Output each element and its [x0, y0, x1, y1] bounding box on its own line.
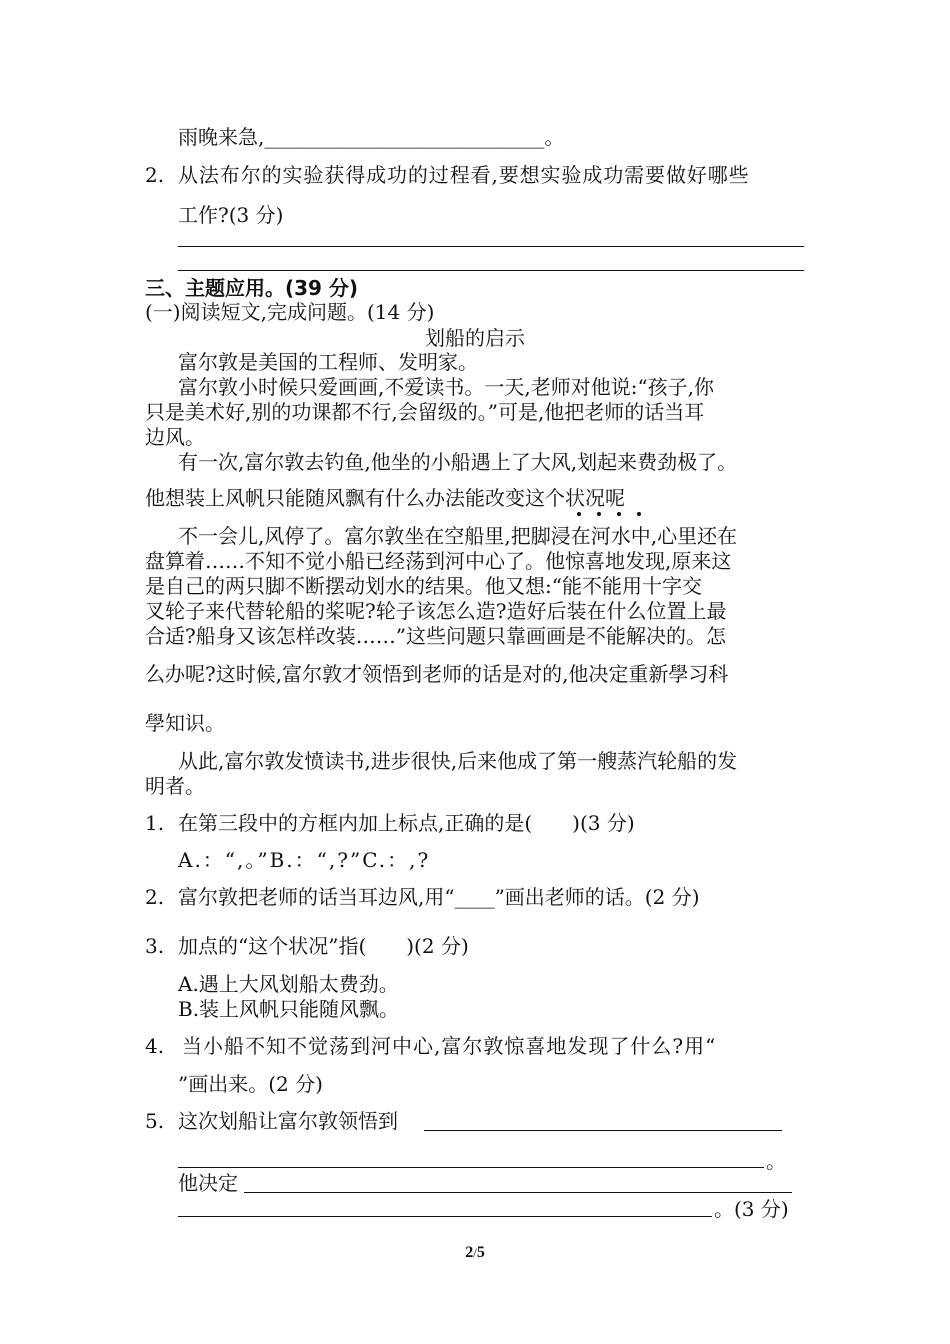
question-text: 在第三段中的方框内加上标点,正确的是( )(3 分): [178, 811, 635, 835]
answer-line: [244, 1192, 792, 1193]
fill-blank-line: 雨晚来急,____________________________。: [178, 125, 565, 149]
passage-line: 只是美术好,别的功课都不行,会留级的。”可是,他把老师的话当耳: [145, 400, 705, 424]
passage-line: 有一次,富尔敦去钓鱼,他坐的小船遇上了大风,划起来费劲极了。: [178, 450, 738, 474]
total-pages: 5: [476, 1244, 485, 1261]
passage-line: 是自己的两只脚不断摆动划水的结果。他又想:“能不能用十字交: [145, 574, 702, 598]
passage-line: 他想装上风帆只能随风飘有什么办法能改变这个状况呢: [145, 486, 625, 510]
passage-line: 么办呢?这时候,富尔敦才领悟到老师的话是对的,他决定重新學习科: [145, 662, 729, 686]
answer-options: A.：“,。”B.：“,?”C.：,?: [178, 848, 431, 872]
answer-line: [424, 1130, 782, 1131]
question-text: 这次划船让富尔敦领悟到: [178, 1109, 398, 1133]
answer-line: [178, 1167, 764, 1168]
answer-line: [178, 1216, 712, 1217]
answer-option-a: A.遇上大风划船太费劲。: [178, 972, 399, 996]
passage-title: 划船的启示: [425, 326, 525, 350]
question-text: 从法布尔的实验获得成功的过程看,要想实验成功需要做好哪些: [178, 163, 750, 187]
passage-line: 富尔敦小时候只爱画画,不爱读书。一天,老师对他说:“孩子,你: [178, 375, 715, 399]
question-number: 3.: [145, 934, 165, 958]
question-text: 当小船不知不觉荡到河中心,富尔敦惊喜地发现了什么?用“: [182, 1034, 717, 1058]
question-number: 2.: [145, 163, 165, 187]
question-number: 2.: [145, 885, 165, 909]
question-text: 富尔敦把老师的话当耳边风,用“____”画出老师的话。(2 分): [178, 885, 700, 909]
emphasis-dot: [617, 512, 621, 516]
subsection-heading: (一)阅读短文,完成问题。(14 分): [145, 300, 435, 324]
emphasis-dot: [577, 512, 581, 516]
question-number: 4.: [145, 1034, 165, 1058]
page-separator: /: [473, 1245, 477, 1260]
answer-option-b: B.装上风帆只能随风飘。: [178, 997, 400, 1021]
answer-line: [178, 270, 804, 271]
passage-line: 边风。: [145, 425, 205, 449]
line-end-punct: 。: [766, 1149, 786, 1173]
question-text: 加点的“这个状况”指( )(2 分): [178, 934, 469, 958]
question-text: ”画出来。(2 分): [178, 1072, 323, 1096]
question-number: 5.: [145, 1109, 165, 1133]
passage-line: 盘算着……不知不觉小船已经荡到河中心了。他惊喜地发现,原来这: [145, 549, 732, 573]
line-end-punct: 。(3 分): [714, 1197, 789, 1221]
question-text: 他决定: [178, 1171, 238, 1195]
current-page: 2: [465, 1244, 474, 1261]
passage-line: 不一会儿,风停了。富尔敦坐在空船里,把脚浸在河水中,心里还在: [178, 524, 738, 548]
emphasis-dot: [597, 512, 601, 516]
passage-line: 合适?船身又该怎样改装……”这些问题只靠画画是不能解决的。怎: [145, 624, 726, 648]
passage-line: 从此,富尔敦发愤读书,进步很快,后来他成了第一艘蒸汽轮船的发: [178, 749, 738, 773]
question-number: 1.: [145, 811, 165, 835]
passage-line: 富尔敦是美国的工程师、发明家。: [178, 350, 478, 374]
passage-line: 學知识。: [145, 711, 225, 735]
passage-line: 明者。: [145, 774, 205, 798]
section-heading: 三、主题应用。(39 分): [145, 276, 359, 300]
passage-line: 叉轮子来代替轮船的桨呢?轮子该怎么造?造好后装在什么位置上最: [145, 599, 727, 623]
answer-line: [178, 246, 804, 247]
emphasis-dot: [637, 512, 641, 516]
page-number: [0, 1244, 950, 1262]
question-text: 工作?(3 分): [178, 203, 284, 227]
